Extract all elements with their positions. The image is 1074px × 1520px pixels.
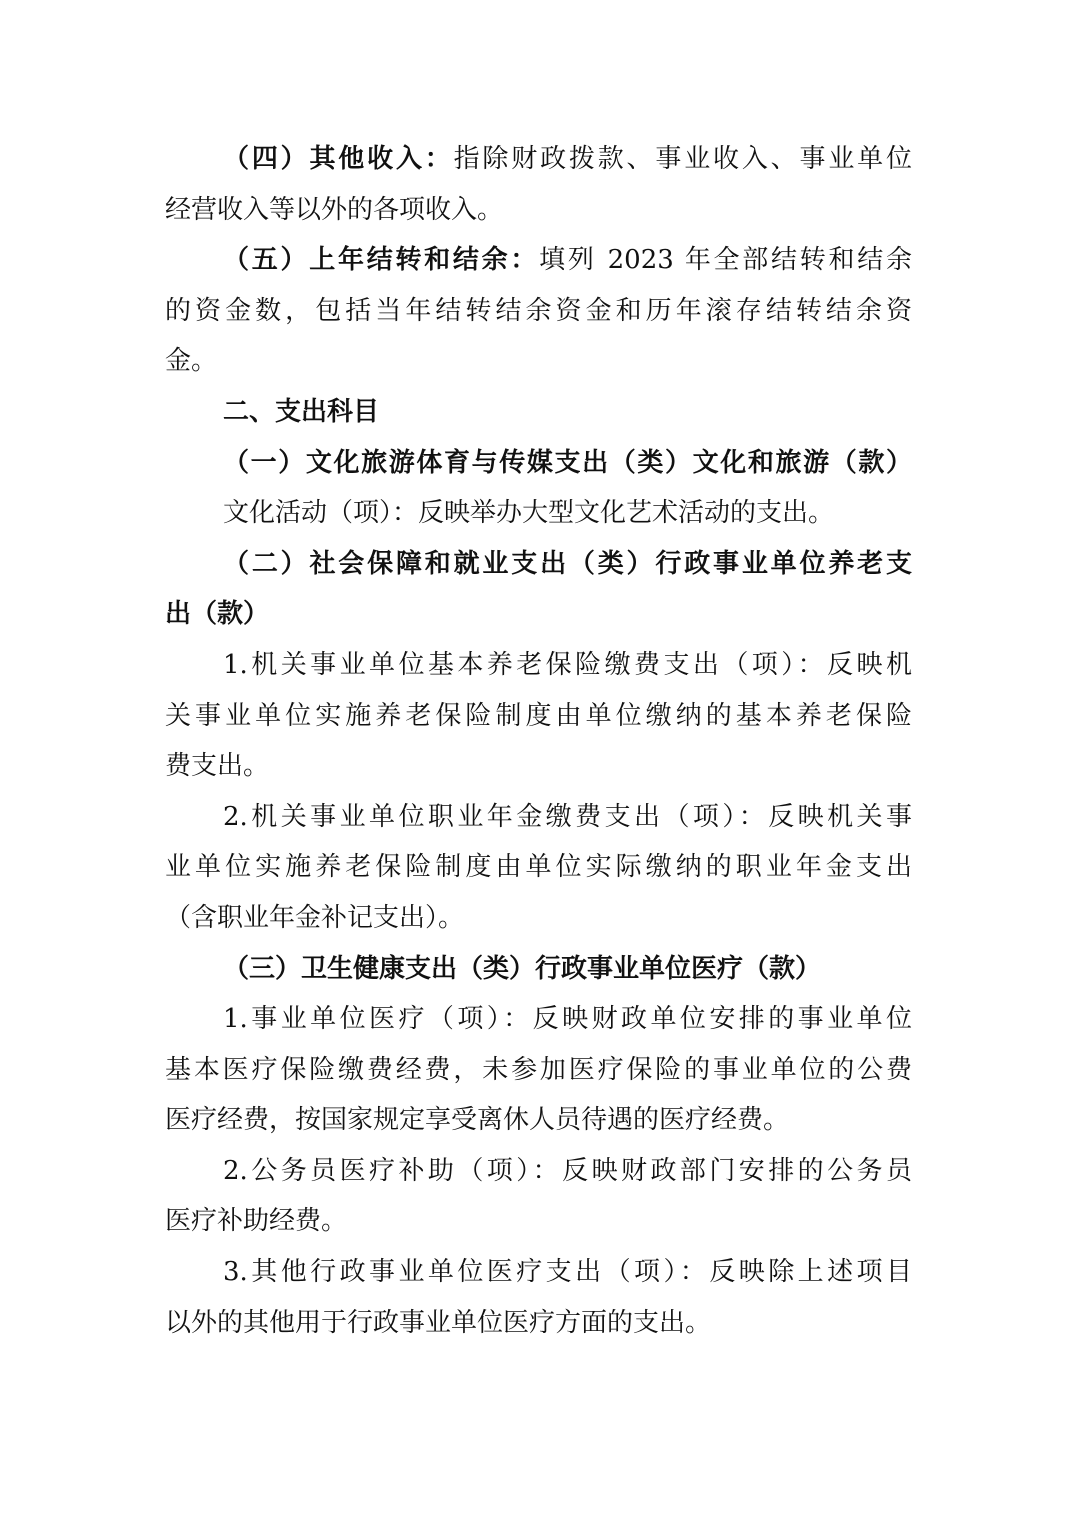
bold-heading: （一）文化旅游体育与传媒支出（类）文化和旅游（款）	[223, 447, 912, 478]
text-line	[165, 1196, 912, 1247]
text-line	[165, 842, 912, 893]
text-line	[165, 741, 912, 792]
text-line	[165, 792, 912, 843]
body-text: 的资金数，包括当年结转结余资金和历年滚存结转结余资	[165, 295, 912, 326]
body-text: 文化活动（项）：反映举办大型文化艺术活动的支出。	[223, 498, 835, 529]
bold-heading: （三）卫生健康支出（类）行政事业单位医疗（款）	[223, 953, 822, 984]
text-line	[165, 134, 912, 185]
text-line	[165, 438, 912, 489]
text-line	[165, 640, 912, 691]
bold-heading: （五）上年结转和结余：	[223, 245, 540, 276]
text-line	[165, 488, 912, 539]
body-text: 2.机关事业单位职业年金缴费支出（项）：反映机关事	[223, 801, 912, 832]
body-text: 金。	[165, 346, 218, 377]
body-text: 1.机关事业单位基本养老保险缴费支出（项）：反映机	[223, 649, 912, 680]
body-text: 医疗经费，按国家规定享受离休人员待遇的医疗经费。	[165, 1105, 790, 1136]
body-text: 基本医疗保险缴费经费，未参加医疗保险的事业单位的公费	[165, 1054, 912, 1085]
bold-heading: （二）社会保障和就业支出（类）行政事业单位养老支	[223, 548, 912, 579]
body-text: 关事业单位实施养老保险制度由单位缴纳的基本养老保险	[165, 700, 912, 731]
text-line	[165, 1146, 912, 1197]
body-text: 以外的其他用于行政事业单位医疗方面的支出。	[165, 1307, 712, 1338]
body-text: 医疗补助经费。	[165, 1206, 348, 1237]
bold-heading: 二、支出科目	[223, 396, 380, 427]
text-line	[165, 994, 912, 1045]
bold-heading: 出（款）	[165, 599, 270, 630]
text-line	[165, 387, 912, 438]
text-line	[165, 589, 912, 640]
body-text: 2.公务员医疗补助（项）：反映财政部门安排的公务员	[223, 1155, 912, 1186]
text-line	[165, 1045, 912, 1096]
text-line	[165, 185, 912, 236]
text-line	[165, 1095, 912, 1146]
body-text: 填列 2023 年全部结转和结余	[539, 245, 912, 276]
text-line	[165, 691, 912, 742]
bold-heading: （四）其他收入：	[223, 144, 454, 174]
text-line	[165, 1298, 912, 1349]
body-text: 经营收入等以外的各项收入。	[165, 194, 504, 225]
body-text: 指除财政拨款、事业收入、事业单位	[453, 144, 912, 174]
body-text: 费支出。	[165, 751, 270, 782]
body-text: 1.事业单位医疗（项）：反映财政单位安排的事业单位	[223, 1004, 912, 1035]
body-text: 3.其他行政事业单位医疗支出（项）：反映除上述项目	[223, 1257, 912, 1288]
text-line	[165, 1247, 912, 1298]
body-text: （含职业年金补记支出）。	[165, 902, 465, 933]
text-line	[165, 286, 912, 337]
text-line	[165, 539, 912, 590]
text-line	[165, 235, 912, 286]
text-line	[165, 944, 912, 995]
text-line	[165, 336, 912, 387]
body-text: 业单位实施养老保险制度由单位实际缴纳的职业年金支出	[165, 852, 912, 883]
document-body	[165, 134, 912, 1348]
text-line	[165, 893, 912, 944]
